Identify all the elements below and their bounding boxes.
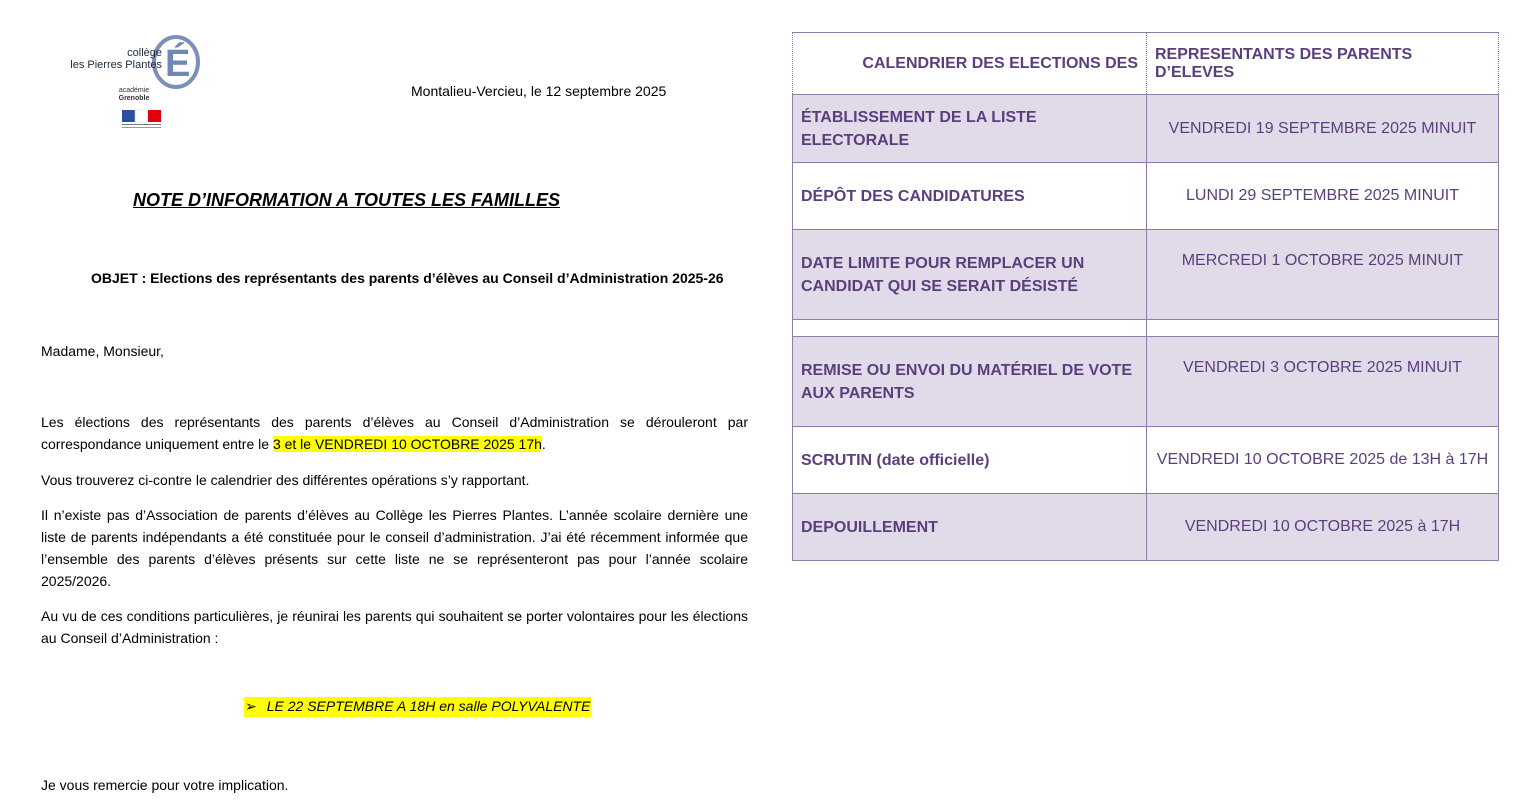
arrow-bullet-icon: ➢ — [245, 698, 257, 714]
highlighted-dates: 3 et le VENDREDI 10 OCTOBRE 2025 17h — [272, 436, 542, 452]
calendar-header-right: REPRESENTANTS DES PARENTS D’ELEVES — [1147, 33, 1499, 95]
calendar-row — [793, 163, 1499, 230]
paragraph-calendar-ref: Vous trouverez ci-contre le calendrier des différentes opérations s’y rapportant. — [41, 472, 530, 488]
paragraph-elections — [41, 411, 748, 455]
calendar-header-row — [793, 33, 1499, 95]
logo-academie — [102, 87, 166, 103]
calendar-row — [793, 494, 1499, 561]
meeting-announcement — [244, 697, 591, 717]
calendar-spacer-cell — [1147, 320, 1499, 337]
letter-subject: OBJET : Elections des représentants des parents d’élèves au Conseil d’Administration 2025-26 — [91, 270, 724, 286]
calendar-event: REMISE OU ENVOI DU MATÉRIEL DE VOTE AUX PARENTS — [793, 337, 1147, 427]
calendar-date: VENDREDI 19 SEPTEMBRE 2025 MINUIT — [1147, 95, 1499, 163]
calendar-row — [793, 95, 1499, 163]
calendar-date: VENDREDI 10 OCTOBRE 2025 de 13H à 17H — [1147, 427, 1499, 494]
logo-academie-line1: académie — [118, 87, 150, 94]
paragraph-volunteers: Au vu de ces conditions particulières, je réunirai les parents qui souhaitent se porter volontaires pour les élections au Conseil d’Administration : — [41, 608, 748, 646]
calendar-event: DEPOUILLEMENT — [793, 494, 1147, 561]
meeting-text: LE 22 SEPTEMBRE A 18H en salle POLYVALENTE — [266, 698, 591, 714]
college-logo — [58, 24, 208, 136]
paragraph-association: Il n’existe pas d’Association de parents d’élèves au Collège les Pierres Plantes. L’année scolaire dernière une liste de parents indépendants a été constituée pour le conseil d’administration. J’ai été récemment informée que l’ensemble des parents d’élèves présents sur cette liste ne se représenteront pas pour l’année scolaire 2025/2026. — [41, 507, 748, 589]
calendar-date: VENDREDI 10 OCTOBRE 2025 à 17H — [1147, 494, 1499, 561]
letter-date: Montalieu-Vercieu, le 12 septembre 2025 — [411, 83, 667, 99]
calendar-event: SCRUTIN (date officielle) — [793, 427, 1147, 494]
calendar-row — [793, 427, 1499, 494]
logo-college-name — [66, 47, 162, 71]
logo-letter-e: É — [165, 43, 191, 85]
calendar-header-left: CALENDRIER DES ELECTIONS DES — [793, 33, 1147, 95]
calendar-event: DÉPÔT DES CANDIDATURES — [793, 163, 1147, 230]
note-title: NOTE D’INFORMATION A TOUTES LES FAMILLES — [133, 190, 560, 210]
logo-academie-line2: Grenoble — [118, 95, 150, 102]
calendar-row — [793, 337, 1499, 427]
calendar-date: LUNDI 29 SEPTEMBRE 2025 MINUIT — [1147, 163, 1499, 230]
calendar-row — [793, 230, 1499, 320]
calendar-spacer-cell — [793, 320, 1147, 337]
calendar-event: ÉTABLISSEMENT DE LA LISTE ELECTORALE — [793, 95, 1147, 163]
logo-college-line2: les Pierres Plantes — [70, 59, 162, 71]
french-flag-icon — [122, 110, 161, 128]
calendar-date: MERCREDI 1 OCTOBRE 2025 MINUIT — [1147, 230, 1499, 320]
letter-greeting: Madame, Monsieur, — [41, 343, 164, 359]
letter-closing: Je vous remercie pour votre implication. — [41, 777, 289, 793]
paragraph-elections-end: . — [541, 436, 546, 452]
paragraph-elections-text: Les élections des représentants des parents d’élèves au Conseil d’Administration se dérouleront par correspondance uniquement entre le — [41, 414, 748, 452]
calendar-spacer-row — [793, 320, 1499, 337]
logo-college-line1: collège — [127, 47, 162, 59]
calendar-date: VENDREDI 3 OCTOBRE 2025 MINUIT — [1147, 337, 1499, 427]
elections-calendar-table — [792, 32, 1499, 561]
calendar-event: DATE LIMITE POUR REMPLACER UN CANDIDAT QUI SE SERAIT DÉSISTÉ — [793, 230, 1147, 320]
